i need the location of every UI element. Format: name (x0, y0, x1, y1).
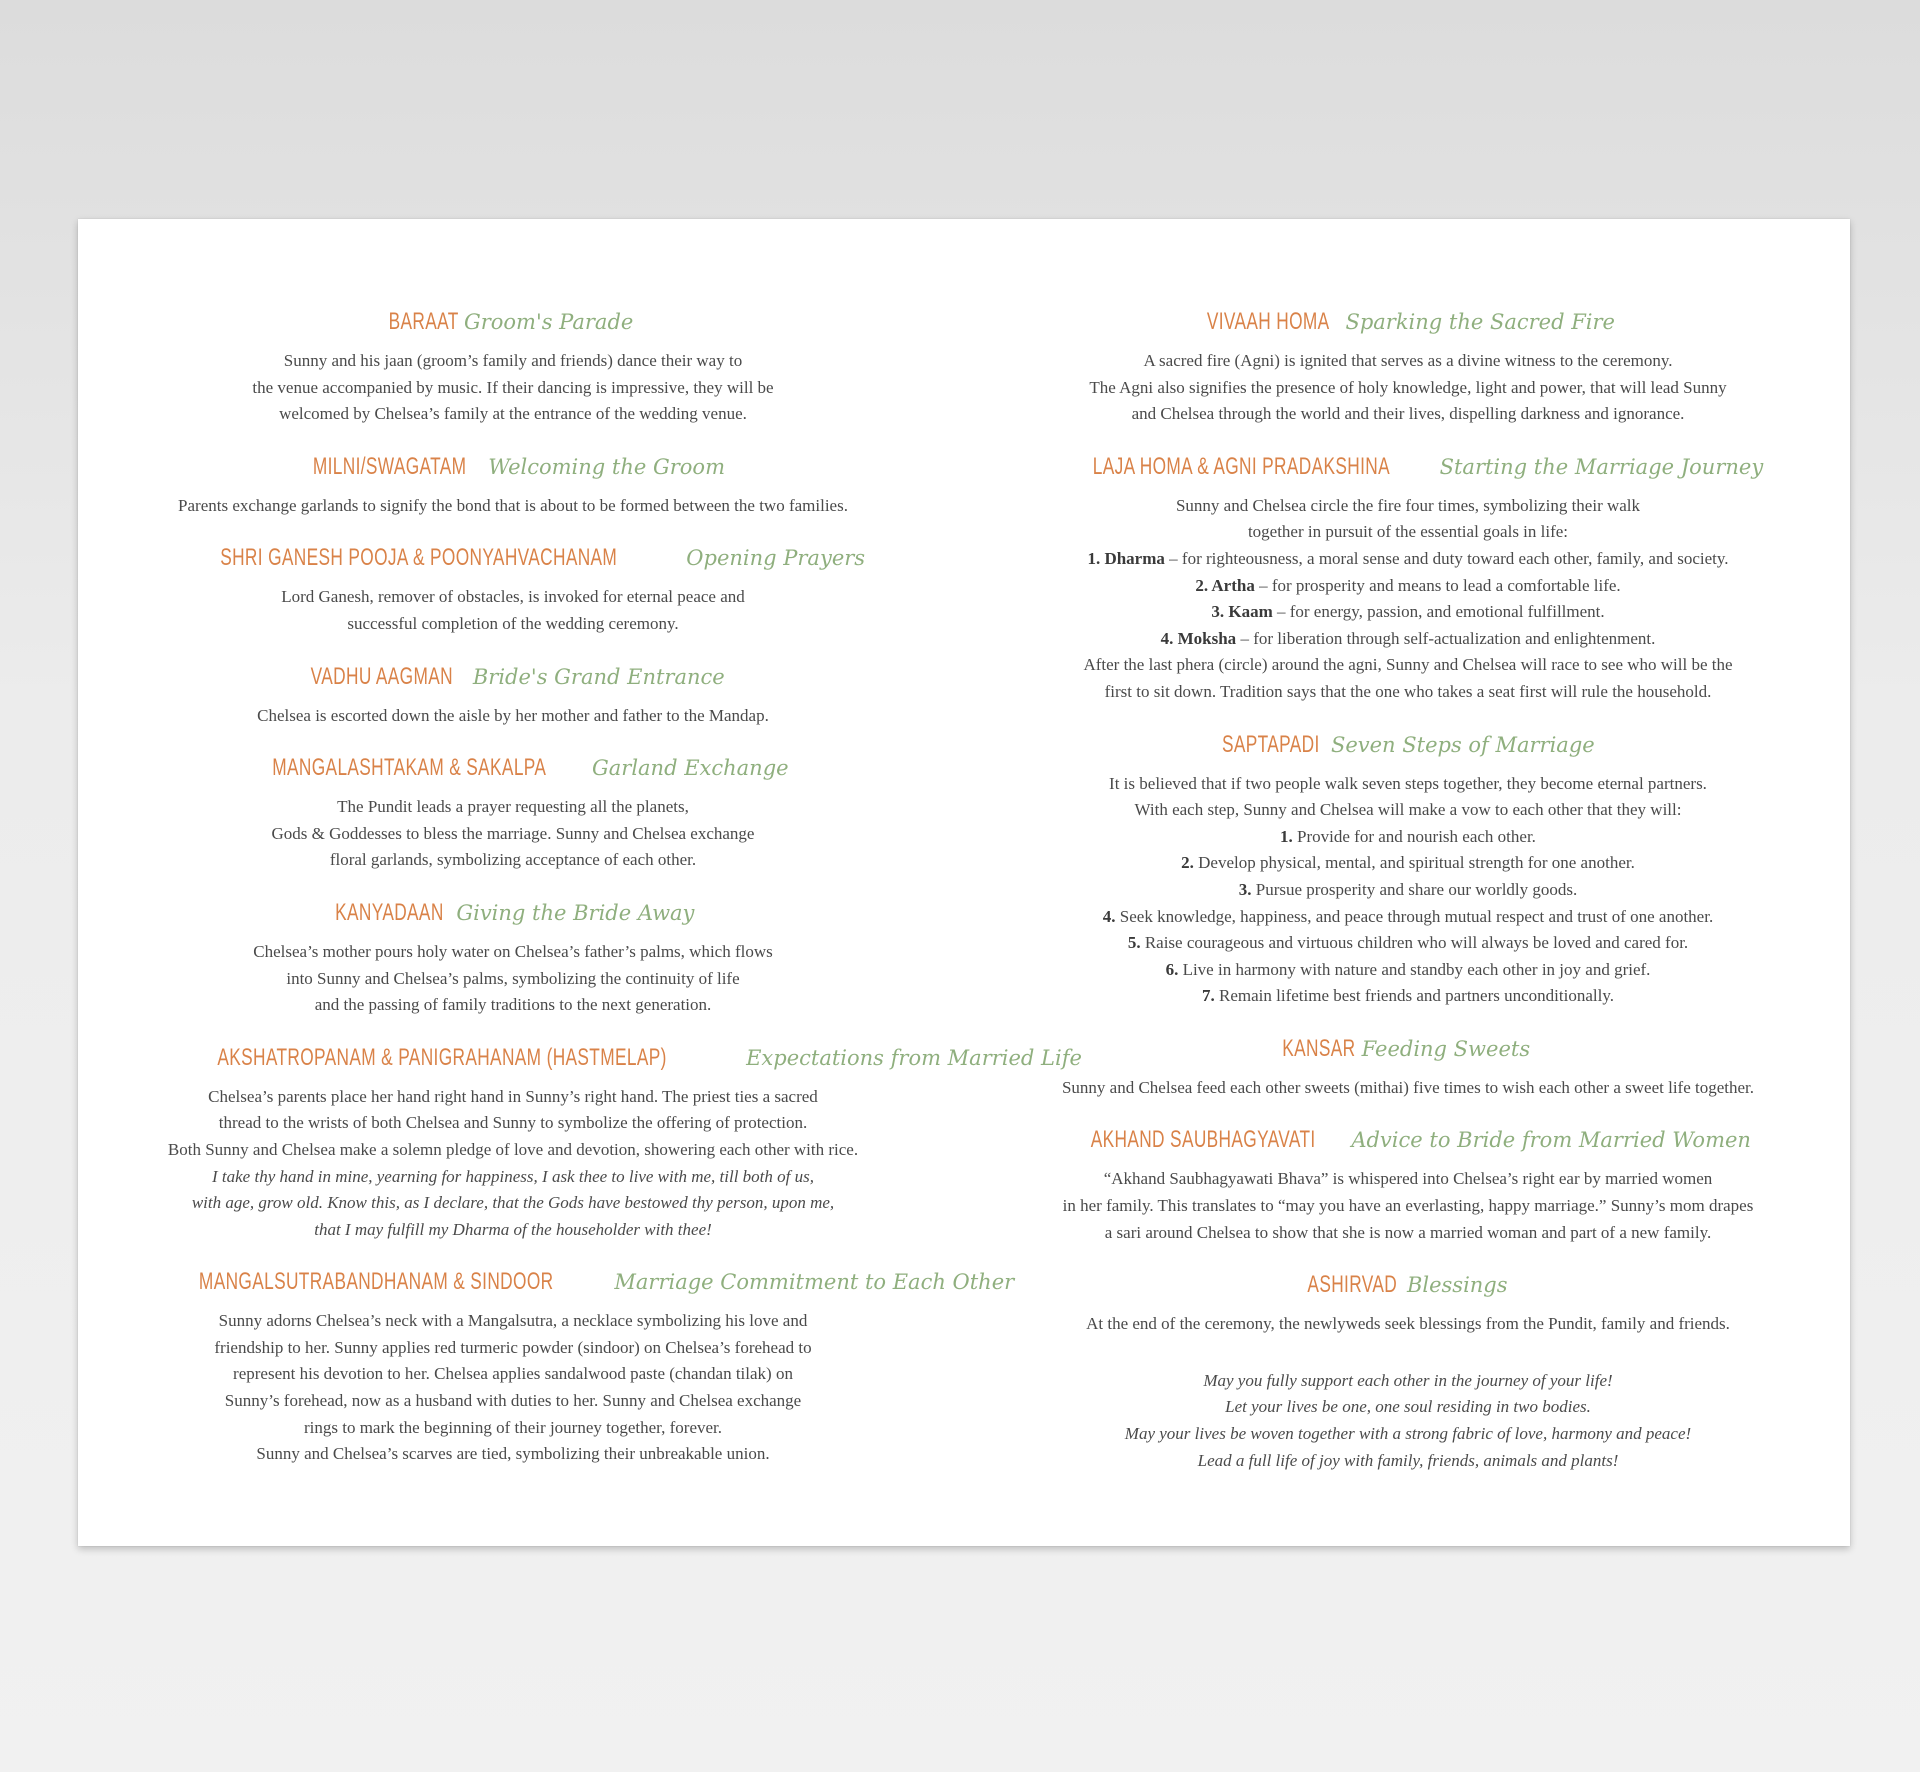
body-line: friendship to her. Sunny applies red turmeric powder (sindoor) on Chelsea’s forehead to (214, 1337, 812, 1357)
body-line: welcomed by Chelsea’s family at the entrance of the wedding venue. (279, 404, 747, 424)
section-title: LAJA HOMA & AGNI PRADAKSHINA (1092, 452, 1390, 480)
section-mangalashtakam-sakalpa (148, 751, 878, 874)
body-line: It is believed that if two people walk seven steps together, they become eternal partners. (1109, 773, 1707, 793)
body-line: A sacred fire (Agni) is ignited that serves as a divine witness to the ceremony. (1143, 351, 1673, 370)
list-item-text: Live in harmony with nature and standby each other in joy and grief. (1178, 959, 1651, 979)
list-item-term: 4. Moksha (1160, 628, 1237, 648)
blessing-line: May you fully support each other in the journey of your life! (1203, 1370, 1613, 1390)
list-item-text: Pursue prosperity and share our worldly goods. (1251, 879, 1578, 899)
body-line: and the passing of family traditions to the next generation. (314, 995, 712, 1015)
body-line: With each step, Sunny and Chelsea will make a vow to each other that they will: (1134, 800, 1682, 820)
body-line: Gods & Goddesses to bless the marriage. Sunny and Chelsea exchange (271, 823, 755, 843)
body-line: The Pundit leads a prayer requesting all the planets, (337, 797, 689, 817)
body-line: Sunny adorns Chelsea’s neck with a Mangalsutra, a necklace symbolizing his love and (218, 1311, 808, 1331)
list-item (1028, 573, 1788, 600)
section-title: SAPTAPADI (1222, 730, 1320, 758)
list-item (1028, 983, 1788, 1010)
body-line: “Akhand Saubhagyawati Bhava” is whispered into Chelsea’s right ear by married women (1103, 1169, 1713, 1189)
section-saptapadi (1028, 728, 1788, 1010)
section-vadhu-aagman (148, 660, 878, 730)
list-item-text: – for liberation through self-actualization and enlightenment. (1236, 628, 1656, 648)
section-heading (1028, 1032, 1788, 1069)
list-item-term: 3. (1238, 879, 1252, 899)
section-baraat (148, 305, 878, 428)
section-title: AKHAND SAUBHAGYAVATI (1090, 1126, 1316, 1154)
list-item-text: – for prosperity and means to lead a comfortable life. (1254, 575, 1621, 595)
closing-blessings (1028, 1368, 1788, 1474)
body-line: rings to mark the beginning of their journey together, forever. (303, 1417, 723, 1437)
section-kanyadaan (148, 896, 878, 1019)
body-line: The Agni also signifies the presence of holy knowledge, light and power, that will lead Sunny (1089, 377, 1727, 397)
section-subtitle: Advice to Bride from Married Women (1351, 1128, 1751, 1153)
left-column (148, 305, 1082, 1490)
section-heading (148, 541, 878, 578)
section-heading (148, 751, 878, 788)
section-vivaah-homa (1028, 305, 1788, 428)
list-item-text: – for energy, passion, and emotional fulfillment. (1272, 602, 1605, 622)
body-line: and Chelsea through the world and their lives, dispelling darkness and ignorance. (1131, 404, 1685, 424)
section-heading (1028, 1268, 1788, 1305)
section-subtitle: Groom's Parade (463, 310, 634, 334)
section-title: AKSHATROPANAM & PANIGRAHANAM (HASTMELAP) (217, 1043, 667, 1071)
section-subtitle: Starting the Marriage Journey (1439, 454, 1764, 479)
body-line: Sunny and Chelsea circle the fire four times, symbolizing their walk (1175, 495, 1641, 515)
vow-line: that I may fulfill my Dharma of the householder with thee! (314, 1219, 712, 1239)
body-line: the venue accompanied by music. If their dancing is impressive, they will be (252, 377, 774, 397)
section-heading (148, 305, 878, 342)
section-title: MANGALASHTAKAM & SAKALPA (272, 754, 547, 782)
section-subtitle: Giving the Bride Away (456, 900, 695, 925)
list-item-text: Develop physical, mental, and spiritual strength for one another. (1193, 853, 1635, 873)
list-item (1028, 904, 1788, 931)
list-item-term: 7. (1202, 986, 1215, 1006)
section-subtitle: Opening Prayers (686, 546, 866, 571)
list-item-term: 3. Kaam (1211, 602, 1273, 622)
section-subtitle: Welcoming the Groom (488, 454, 725, 479)
list-item-text: Seek knowledge, happiness, and peace through mutual respect and trust of one another. (1115, 906, 1714, 926)
section-heading (148, 896, 878, 933)
section-heading (1028, 728, 1788, 765)
body-line: Sunny and his jaan (groom’s family and friends) dance their way to (283, 351, 743, 370)
section-subtitle: Marriage Commitment to Each Other (614, 1270, 1015, 1295)
section-heading (1028, 1123, 1788, 1160)
body-line: floral garlands, symbolizing acceptance of each other. (329, 850, 697, 870)
body-line: a sari around Chelsea to show that she is now a married woman and part of a new family. (1104, 1222, 1712, 1242)
blessing-line: May your lives be woven together with a strong fabric of love, harmony and peace! (1124, 1424, 1692, 1444)
body-line: together in pursuit of the essential goals in life: (1247, 522, 1569, 542)
body-line: represent his devotion to her. Chelsea applies sandalwood paste (chandan tilak) on (233, 1364, 793, 1384)
blessing-line: Lead a full life of joy with family, friends, animals and plants! (1197, 1450, 1619, 1470)
section-heading (1028, 450, 1788, 487)
section-subtitle: Garland Exchange (591, 756, 789, 781)
list-item (1028, 957, 1788, 984)
list-item (1028, 930, 1788, 957)
vow-line: with age, grow old. Know this, as I declare, that the Gods have bestowed thy person, upon me, (191, 1193, 835, 1213)
section-ashirvad (1028, 1268, 1788, 1338)
list-item (1028, 877, 1788, 904)
body-line: first to sit down. Tradition says that the one who takes a seat first will rule the household. (1104, 681, 1712, 701)
list-item-term: 2. Artha (1195, 575, 1255, 595)
list-item (1028, 626, 1788, 653)
section-title: KANYADAAN (334, 898, 444, 926)
section-mangalsutrabandhanam-sindoor (148, 1265, 1015, 1468)
program-sheet (78, 219, 1850, 1546)
section-heading (148, 1265, 1015, 1302)
body-line: Sunny and Chelsea’s scarves are tied, symbolizing their unbreakable union. (256, 1444, 770, 1464)
section-title: VADHU AAGMAN (310, 662, 454, 690)
body-line: into Sunny and Chelsea’s palms, symbolizing the continuity of life (286, 968, 740, 988)
list-item (1028, 599, 1788, 626)
section-title: BARAAT (388, 308, 459, 335)
section-title: MANGALSUTRABANDHANAM & SINDOOR (198, 1268, 554, 1296)
vow-line: I take thy hand in mine, yearning for happiness, I ask thee to live with me, till both of us, (212, 1166, 814, 1186)
body-line: Lord Ganesh, remover of obstacles, is invoked for eternal peace and (281, 587, 745, 607)
list-item-term: 4. (1102, 906, 1116, 926)
section-subtitle: Expectations from Married Life (746, 1045, 1082, 1070)
section-heading (148, 1041, 1082, 1078)
section-subtitle: Sparking the Sacred Fire (1345, 310, 1615, 334)
body-line: Chelsea’s parents place her hand right hand in Sunny’s right hand. The priest ties a sacred (208, 1086, 818, 1106)
section-heading (148, 660, 878, 697)
section-heading (148, 450, 878, 487)
body-line: Sunny and Chelsea feed each other sweets (mithai) five times to wish each other a sweet life together. (1061, 1077, 1755, 1097)
section-heading (1028, 305, 1788, 342)
section-subtitle: Blessings (1406, 1273, 1508, 1298)
list-item (1028, 546, 1788, 573)
list-item (1028, 824, 1788, 851)
body-line: successful completion of the wedding ceremony. (347, 613, 679, 633)
section-title: KANSAR (1282, 1034, 1356, 1062)
section-title: MILNI/SWAGATAM (312, 452, 467, 480)
body-line: in her family. This translates to “may you have an everlasting, happy marriage.” Sunny’s mom drapes (1062, 1196, 1754, 1216)
section-kansar (1028, 1032, 1788, 1102)
section-subtitle: Seven Steps of Marriage (1330, 732, 1595, 757)
body-line: Chelsea’s mother pours holy water on Chelsea’s father’s palms, which flows (253, 941, 773, 961)
list-item-text: – for righteousness, a moral sense and duty toward each other, family, and society. (1164, 548, 1729, 568)
list-item-term: 6. (1165, 959, 1179, 979)
list-item-text: Raise courageous and virtuous children who will always be loved and cared for. (1140, 933, 1689, 953)
body-line: Sunny’s forehead, now as a husband with duties to her. Sunny and Chelsea exchange (224, 1391, 802, 1411)
list-item-text: Remain lifetime best friends and partners unconditionally. (1214, 986, 1614, 1006)
section-akshatropanam-panigrahanam-hastmelap (148, 1041, 1082, 1244)
list-item-term: 1. Dharma (1087, 548, 1165, 568)
section-title: SHRI GANESH POOJA & POONYAHVACHANAM (220, 544, 618, 572)
list-item-term: 2. (1181, 853, 1194, 873)
list-item-term: 5. (1127, 933, 1141, 953)
section-laja-homa-agni-pradakshina (1028, 450, 1788, 706)
right-column (1028, 305, 1788, 1474)
section-title: ASHIRVAD (1307, 1271, 1398, 1299)
list-item-text: Provide for and nourish each other. (1292, 826, 1536, 846)
section-subtitle: Bride's Grand Entrance (472, 664, 725, 689)
body-line: Parents exchange garlands to signify the bond that is about to be formed between the two families. (178, 495, 848, 515)
body-line: Chelsea is escorted down the aisle by her mother and father to the Mandap. (257, 705, 769, 725)
body-line: thread to the wrists of both Chelsea and Sunny to symbolize the offering of protection. (218, 1113, 808, 1133)
section-shri-ganesh-pooja-poonyahvachanam (148, 541, 878, 637)
section-akhand-saubhagyavati (1028, 1123, 1788, 1246)
section-title: VIVAAH HOMA (1206, 308, 1330, 335)
body-line: At the end of the ceremony, the newlyweds seek blessings from the Pundit, family and friends. (1086, 1314, 1730, 1334)
list-item (1028, 850, 1788, 877)
body-line: Both Sunny and Chelsea make a solemn pledge of love and devotion, showering each other with rice. (167, 1139, 859, 1159)
list-item-term: 1. (1280, 826, 1293, 846)
section-subtitle: Feeding Sweets (1361, 1036, 1531, 1061)
blessing-line: Let your lives be one, one soul residing in two bodies. (1225, 1397, 1591, 1417)
body-line: After the last phera (circle) around the agni, Sunny and Chelsea will race to see who will be the (1083, 655, 1733, 675)
section-milni-swagatam (148, 450, 878, 520)
